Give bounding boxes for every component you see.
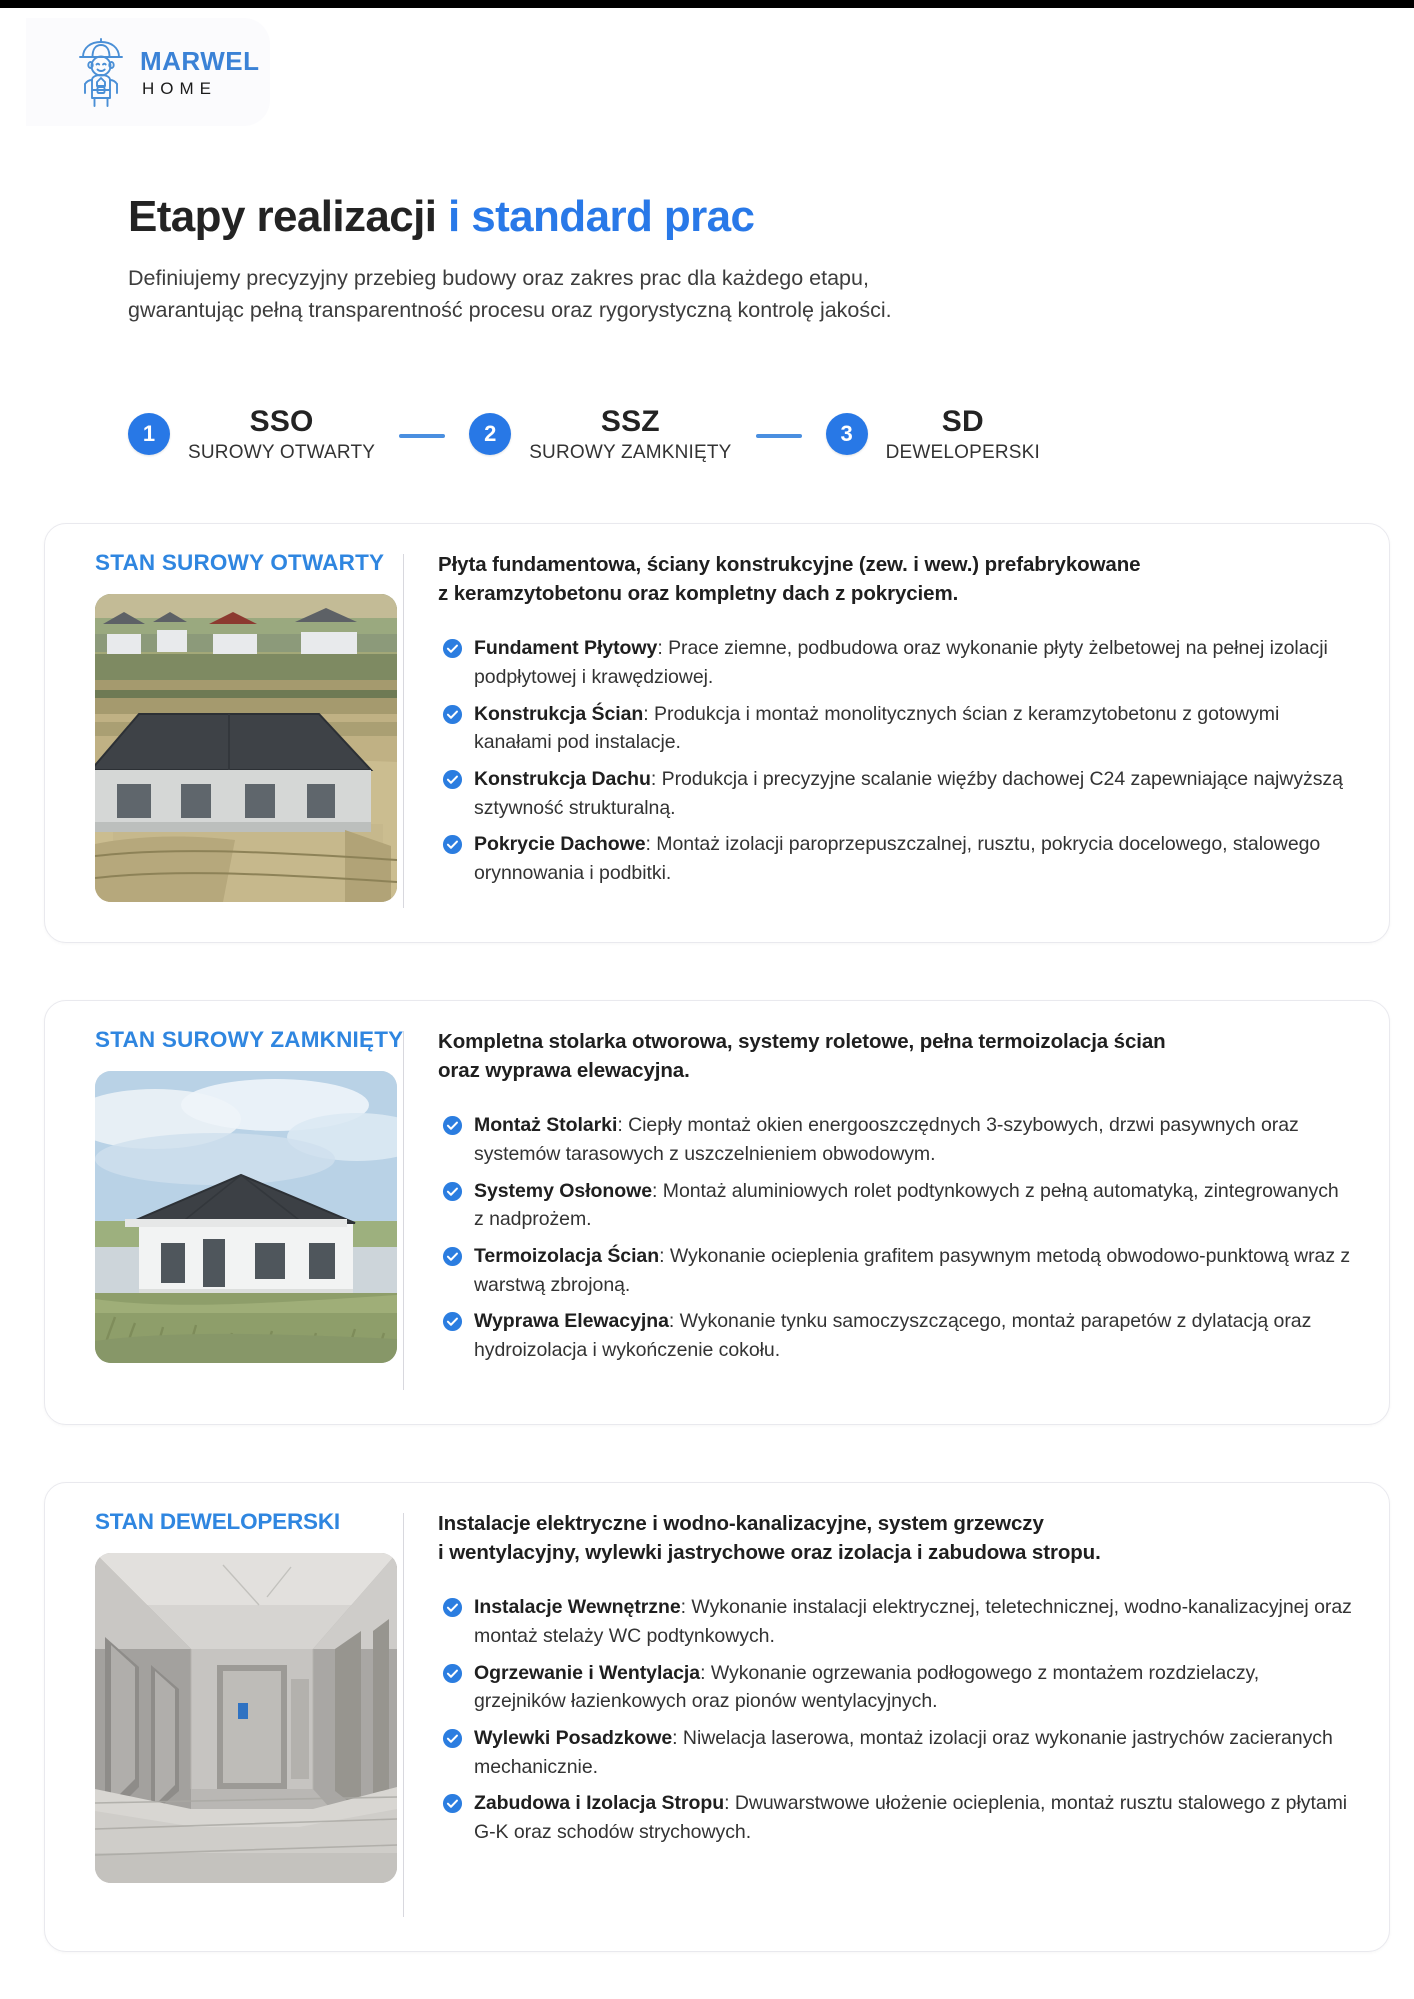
bullet-title: Fundament Płytowy xyxy=(474,637,658,660)
step-number-badge: 3 xyxy=(826,413,868,455)
page-title xyxy=(128,192,1288,241)
step-code: SD xyxy=(941,405,984,438)
page-title-accent: i standard prac xyxy=(447,192,755,241)
bullet-separator: : xyxy=(668,1310,680,1333)
list-item xyxy=(438,1789,1353,1846)
brand-name-primary: MARWEL xyxy=(140,45,260,76)
step-text xyxy=(188,405,375,463)
bullet-text: Niwelacja laserowa, montaż izolacji oraz wykonanie jastrychów zacieranych mechanicznie. xyxy=(474,1726,1333,1778)
list-item xyxy=(438,1242,1353,1299)
stage-card-divider xyxy=(403,1513,404,1917)
bullet-title: Instalacje Wewnętrzne xyxy=(474,1596,681,1619)
bullet-text: Prace ziemne, podbudowa oraz wykonanie płyty żelbetowej na pełnej izolacji podpłytowej i krawędziowej. xyxy=(474,637,1328,688)
stage-card-lead-line-1: Kompletna stolarka otworowa, systemy roletowe, pełna termoizolacja ścian xyxy=(438,1030,1166,1053)
construction-worker-icon xyxy=(72,36,130,108)
stepper-item-sd[interactable] xyxy=(826,405,1040,463)
bullet-separator: : xyxy=(724,1792,735,1815)
stage-card-label: STAN DEWELOPERSKI xyxy=(95,1509,340,1534)
stage-card-lead-line-1: Płyta fundamentowa, ściany konstrukcyjne (zew. i wew.) prefabrykowane xyxy=(438,553,1141,576)
list-item xyxy=(438,1593,1353,1650)
stage-card-media-column xyxy=(73,550,403,912)
stage-card-media-column xyxy=(73,1027,403,1394)
stage-card-lead xyxy=(438,550,1353,608)
stage-card-lead-line-2: z keramzytobetonu oraz kompletny dach z pokryciem. xyxy=(438,582,959,606)
stage-card-label: STAN SUROWY OTWARTY xyxy=(95,550,385,575)
bullet-text: Wykonanie instalacji elektrycznej, teletechnicznej, wodno-kanalizacyjnej oraz montaż stelaży WC podtynkowych. xyxy=(474,1596,1352,1647)
bullet-text: Wykonanie ogrzewania podłogowego z montażem rozdzielaczy, grzejników łazienkowych oraz pionów wentylacyjnych. xyxy=(474,1661,1260,1713)
stage-card-bullet-list xyxy=(438,1593,1353,1846)
stage-card-lead xyxy=(438,1509,1353,1567)
bullet-separator: : xyxy=(659,1244,670,1267)
bullet-text: Montaż aluminiowych rolet podtynkowych z pełną automatyką, zintegrowanych z nadprożem. xyxy=(474,1179,1339,1231)
step-name: SUROWY OTWARTY xyxy=(188,441,376,463)
stage-card-label: STAN SUROWY ZAMKNIĘTY xyxy=(95,1027,404,1052)
bullet-title: Montaż Stolarki xyxy=(474,1114,618,1137)
check-circle-icon xyxy=(442,769,463,790)
check-circle-icon xyxy=(442,1663,463,1684)
bullet-separator: : xyxy=(617,1114,629,1137)
check-circle-icon xyxy=(442,1728,463,1749)
bullet-separator: : xyxy=(652,1179,663,1202)
stage-card-sso xyxy=(44,523,1390,943)
check-circle-icon xyxy=(442,638,463,659)
stage-card-media-column xyxy=(73,1509,403,1921)
check-circle-icon xyxy=(442,1793,463,1814)
stage-card-divider xyxy=(403,1031,404,1390)
bullet-separator: : xyxy=(700,1661,711,1684)
check-circle-icon xyxy=(442,704,463,725)
bullet-title: Systemy Osłonowe xyxy=(474,1179,653,1202)
bullet-text: Wykonanie ocieplenia grafitem pasywnym metodą obwodowo-punktową wraz z warstwą zbrojoną. xyxy=(474,1244,1351,1296)
bullet-title: Konstrukcja Dachu xyxy=(474,767,651,790)
stage-card-lead-line-1: Instalacje elektryczne i wodno-kanalizacyjne, system grzewczy xyxy=(438,1512,1044,1535)
list-item xyxy=(438,1307,1353,1364)
step-name: DEWELOPERSKI xyxy=(885,441,1040,463)
bullet-title: Ogrzewanie i Wentylacja xyxy=(474,1661,701,1684)
stage-card-content xyxy=(438,1027,1359,1394)
check-circle-icon xyxy=(442,1597,463,1618)
step-number-badge: 2 xyxy=(469,413,511,455)
stage-card-sd xyxy=(44,1482,1390,1952)
check-circle-icon xyxy=(442,1115,463,1136)
check-circle-icon xyxy=(442,1311,463,1332)
list-item xyxy=(438,1177,1353,1234)
page-subtitle-line-1: Definiujemy precyzyjny przebieg budowy oraz zakres prac dla każdego etapu, xyxy=(128,266,869,291)
stage-card-content xyxy=(438,1509,1359,1921)
list-item xyxy=(438,1659,1353,1716)
page-title-dark: Etapy realizacji xyxy=(128,192,437,241)
bullet-text: Montaż izolacji paroprzepuszczalnej, rusztu, pokrycia docelowego, stalowego orynnowania i podbitki. xyxy=(474,833,1321,884)
bullet-separator: : xyxy=(650,767,662,790)
bullet-text: Wykonanie tynku samoczyszczącego, montaż parapetów z dylatacją oraz hydroizolacja i wykończenie cokołu. xyxy=(474,1310,1312,1361)
bullet-text: Dwuwarstwowe ułożenie ocieplenia, montaż rusztu stalowego z płytami G-K oraz schodów strychowych. xyxy=(474,1792,1348,1843)
bullet-title: Pokrycie Dachowe xyxy=(474,833,646,856)
top-black-bar xyxy=(0,0,1414,8)
step-number-badge: 1 xyxy=(128,413,170,455)
list-item xyxy=(438,634,1353,691)
stage-card-divider xyxy=(403,554,404,908)
list-item xyxy=(438,700,1353,757)
bullet-separator: : xyxy=(680,1596,692,1619)
bullet-text: Ciepły montaż okien energooszczędnych 3-szybowych, drzwi pasywnych oraz systemów tarasowych z uszczelnieniem obwodowym. xyxy=(474,1114,1299,1165)
stepper-connector-1 xyxy=(399,434,445,438)
stage-photo-aerial-construction xyxy=(95,594,397,902)
brand-name-secondary: HOME xyxy=(142,78,217,98)
check-circle-icon xyxy=(442,834,463,855)
list-item xyxy=(438,765,1353,822)
step-name: SUROWY ZAMKNIĘTY xyxy=(529,441,732,463)
heading-block xyxy=(128,192,1288,326)
bullet-separator: : xyxy=(657,637,669,660)
stage-card-content xyxy=(438,550,1359,912)
bullet-text: Produkcja i precyzyjne scalanie więźby dachowej C24 zapewniające najwyższą sztywność strukturalną. xyxy=(474,767,1343,819)
stepper-item-sso[interactable] xyxy=(128,405,375,463)
stepper-connector-2 xyxy=(756,434,802,438)
bullet-title: Termoizolacja Ścian xyxy=(474,1244,660,1267)
check-circle-icon xyxy=(442,1181,463,1202)
stepper-item-ssz[interactable] xyxy=(469,405,731,463)
stage-card-lead xyxy=(438,1027,1353,1085)
stage-card-bullet-list xyxy=(438,1111,1353,1364)
step-code: SSO xyxy=(249,405,314,438)
page-subtitle xyxy=(128,263,1288,326)
bullet-text: Produkcja i montaż monolitycznych ścian z keramzytobetonu z gotowymi kanałami pod instalacje. xyxy=(474,702,1280,754)
list-item xyxy=(438,1111,1353,1168)
bullet-title: Wylewki Posadzkowe xyxy=(474,1726,673,1749)
page-subtitle-line-2: gwarantując pełną transparentność procesu oraz rygorystyczną kontrolę jakości. xyxy=(128,297,892,322)
bullet-separator: : xyxy=(672,1726,683,1749)
stage-card-ssz xyxy=(44,1000,1390,1425)
bullet-title: Konstrukcja Ścian xyxy=(474,702,644,725)
step-code: SSZ xyxy=(600,405,660,438)
stage-card-lead-line-2: oraz wyprawa elewacyjna. xyxy=(438,1059,690,1083)
step-text xyxy=(529,405,731,463)
stage-photo-finished-house xyxy=(95,1071,397,1363)
list-item xyxy=(438,830,1353,887)
step-text xyxy=(886,405,1040,463)
stage-photo-interior-corridor xyxy=(95,1553,397,1883)
bullet-separator: : xyxy=(643,702,655,725)
bullet-separator: : xyxy=(645,833,657,856)
check-circle-icon xyxy=(442,1246,463,1267)
bullet-title: Zabudowa i Izolacja Stropu xyxy=(474,1792,725,1815)
stage-stepper xyxy=(128,405,1288,463)
list-item xyxy=(438,1724,1353,1781)
stage-card-bullet-list xyxy=(438,634,1353,887)
bullet-title: Wyprawa Elewacyjna xyxy=(474,1310,669,1333)
brand-logo[interactable] xyxy=(26,18,270,126)
stage-card-lead-line-2: i wentylacyjny, wylewki jastrychowe oraz izolacja i zabudowa stropu. xyxy=(438,1541,1101,1565)
